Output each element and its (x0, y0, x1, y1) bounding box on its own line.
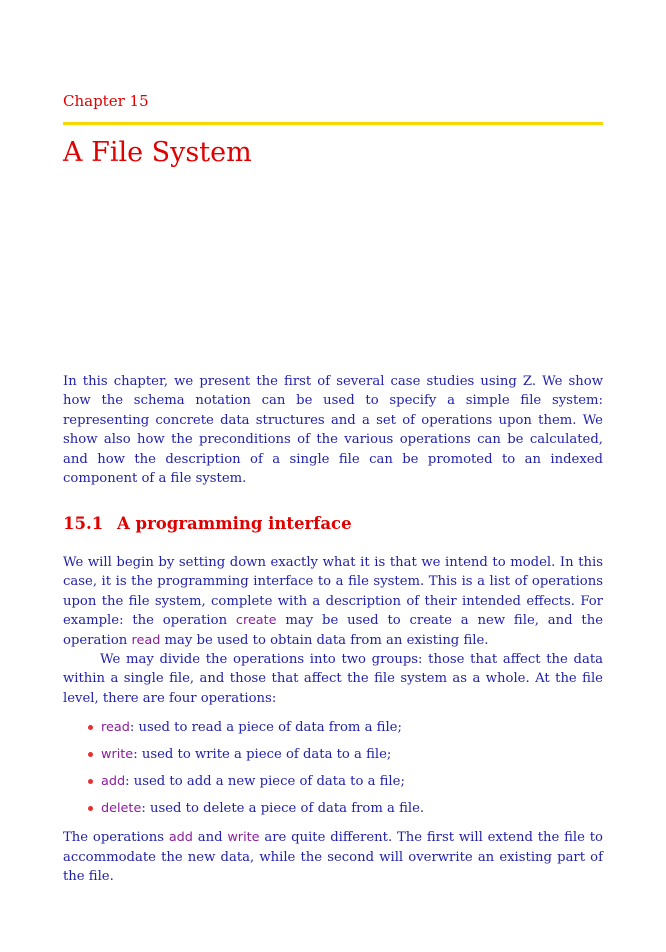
operation-read: read (131, 632, 161, 648)
paragraph-1-text-b: may be used to create a new file, and the operation (63, 613, 603, 648)
paragraph-1 (63, 553, 603, 650)
operation-add: add (168, 830, 193, 846)
chapter-title: A File System (63, 137, 252, 168)
operation-name: write (101, 747, 134, 763)
closing-paragraph (63, 828, 603, 886)
closing-text-b: and (192, 830, 228, 846)
chapter-label: Chapter 15 (63, 92, 149, 110)
closing-text-a: The operations (63, 830, 169, 846)
operations-list (63, 718, 603, 826)
list-item (63, 745, 603, 772)
operation-description: : used to read a piece of data from a file; (129, 720, 402, 736)
chapter-rule (63, 122, 603, 125)
bullet-icon (88, 725, 93, 730)
operation-description: : used to delete a piece of data from a file. (141, 801, 425, 817)
operation-name: read (101, 720, 130, 736)
section-number: 15.1 (63, 514, 104, 533)
paragraph-1-text-a: We will begin by setting down exactly what it is that we intend to model. In this case, it is the programming interface to a file system. This is a list of operations upon the file system, complete with a description of their intended effects. For example: the operation (63, 555, 603, 629)
bullet-icon (88, 779, 93, 784)
operation-description: : used to write a piece of data to a file; (133, 747, 392, 763)
paragraph-2: We may divide the operations into two groups: those that affect the data within a single file, and those that affect the file system as a whole. At the file level, there are four operations: (63, 652, 603, 706)
operation-create: create (235, 613, 277, 629)
operation-description: : used to add a new piece of data to a file; (125, 774, 405, 790)
page (63, 0, 603, 952)
operation-write: write (227, 830, 260, 846)
section-heading (63, 514, 352, 533)
section-body (63, 553, 603, 886)
list-item (63, 772, 603, 799)
operation-name: add (101, 774, 126, 790)
paragraph-1-text-c: may be used to obtain data from an existing file. (160, 632, 489, 648)
list-item (63, 718, 603, 745)
bullet-icon (88, 806, 93, 811)
list-item (63, 799, 603, 826)
intro-paragraph: In this chapter, we present the first of several case studies using Z. We show how the schema notation can be used to specify a simple file system: representing concrete data structures and a set of operations upon them. We show also how the preconditions of the various operations can be calculated, and how the description of a single file can be promoted to an indexed component of a file system. (63, 374, 603, 487)
operation-name: delete (101, 801, 142, 817)
section-title: A programming interface (117, 514, 352, 533)
bullet-icon (88, 752, 93, 757)
closing-text-c: are quite different. The first will extend the file to accommodate the new data, while the second will overwrite an existing part of the file. (63, 830, 603, 885)
